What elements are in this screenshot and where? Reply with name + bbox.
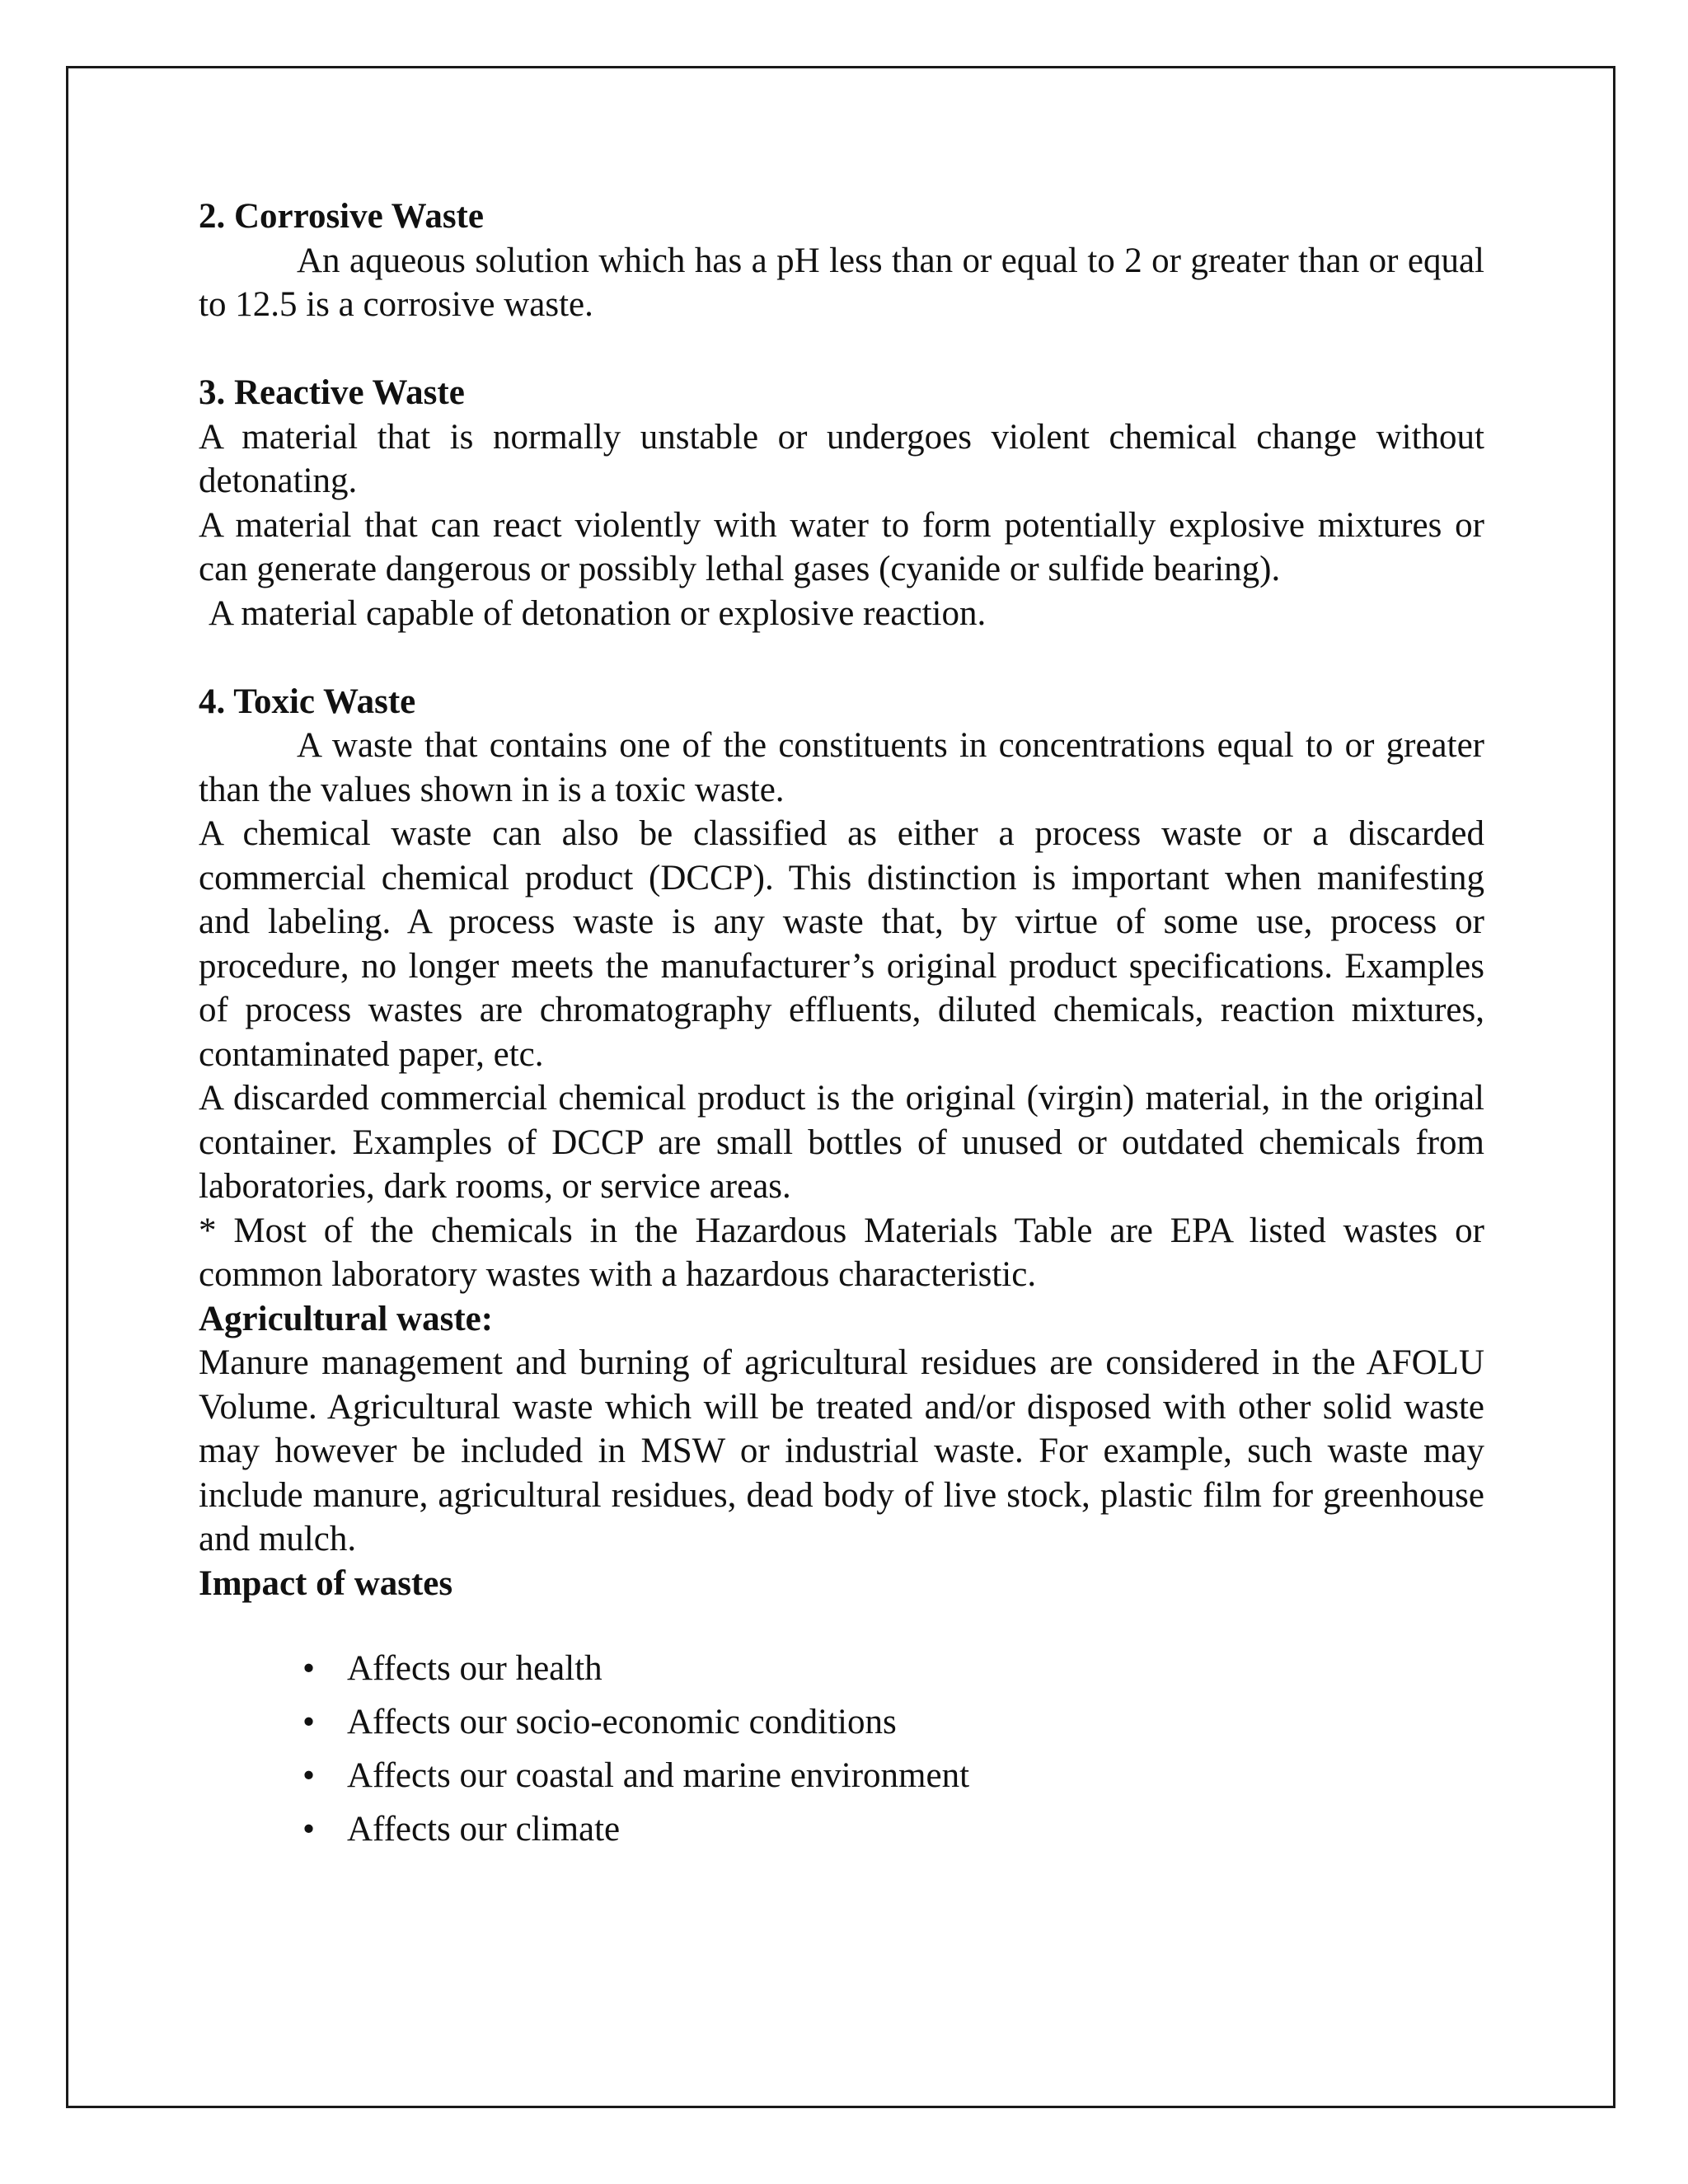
toxic-waste-paragraph-2: A chemical waste can also be classified as either a process waste or a discarded commercial chemical product (DCCP). This distinction is important when manifesting and labeling. A process waste is any waste that, by virtue of some use, process or procedure, no longer meets the manufacturer’s original product specifications. Examples of process wastes are chromatography effluents, diluted chemicals, reaction mixtures, contaminated paper, etc. — [199, 814, 1484, 1074]
corrosive-waste-heading: 2. Corrosive Waste — [199, 197, 484, 236]
section-spacer — [199, 327, 1484, 372]
impact-of-wastes-heading: Impact of wastes — [199, 1563, 453, 1603]
agricultural-waste-paragraph: Manure management and burning of agricultural residues are considered in the AFOLU Volume. Agricultural waste which will be treated and/or disposed with other solid waste may however be included in MSW or industrial waste. For example, such waste may include manure, agricultural residues, dead body of live stock, plastic film for greenhouse and mulch. — [199, 1343, 1484, 1558]
list-item — [199, 1642, 1484, 1695]
toxic-waste-paragraph-1: A waste that contains one of the constituents in concentrations equal to or greater than the values shown in is a toxic waste. — [199, 726, 1484, 809]
reactive-waste-paragraph-2: A material that can react violently with water to form potentially explosive mixtures or can generate dangerous or possibly lethal gases (cyanide or sulfide bearing). — [199, 505, 1484, 588]
section-spacer — [199, 635, 1484, 680]
list-item-text: Affects our coastal and marine environment — [347, 1756, 970, 1795]
impact-bullet-list — [199, 1642, 1484, 1856]
list-item — [199, 1695, 1484, 1749]
agricultural-waste-heading: Agricultural waste: — [199, 1299, 494, 1338]
toxic-waste-paragraph-3: A discarded commercial chemical product is the original (virgin) material, in the original container. Examples of DCCP are small bottles of unused or outdated chemicals from laboratories, dark rooms, or service areas. — [199, 1079, 1484, 1206]
reactive-waste-paragraph-1: A material that is normally unstable or undergoes violent chemical change without detonating. — [199, 417, 1484, 500]
list-item-text: Affects our socio-economic conditions — [347, 1703, 897, 1741]
reactive-waste-heading: 3. Reactive Waste — [199, 373, 465, 412]
bullet-icon: • — [302, 1649, 316, 1688]
list-item-text: Affects our climate — [347, 1810, 621, 1849]
bullet-icon: • — [302, 1756, 316, 1795]
corrosive-waste-paragraph: An aqueous solution which has a pH less than or equal to 2 or greater than or equal to 12.5 is a corrosive waste. — [199, 241, 1484, 324]
toxic-waste-paragraph-4: * Most of the chemicals in the Hazardous Materials Table are EPA listed wastes or common laboratory wastes with a hazardous characteristic. — [199, 1211, 1484, 1294]
document-body — [199, 194, 1484, 1856]
bullet-icon: • — [302, 1810, 316, 1849]
list-item — [199, 1749, 1484, 1802]
bullet-icon: • — [302, 1703, 316, 1741]
reactive-waste-paragraph-3: A material capable of detonation or explosive reaction. — [209, 593, 987, 633]
list-item — [199, 1802, 1484, 1856]
list-item-text: Affects our health — [347, 1649, 603, 1688]
toxic-waste-heading: 4. Toxic Waste — [199, 682, 416, 721]
